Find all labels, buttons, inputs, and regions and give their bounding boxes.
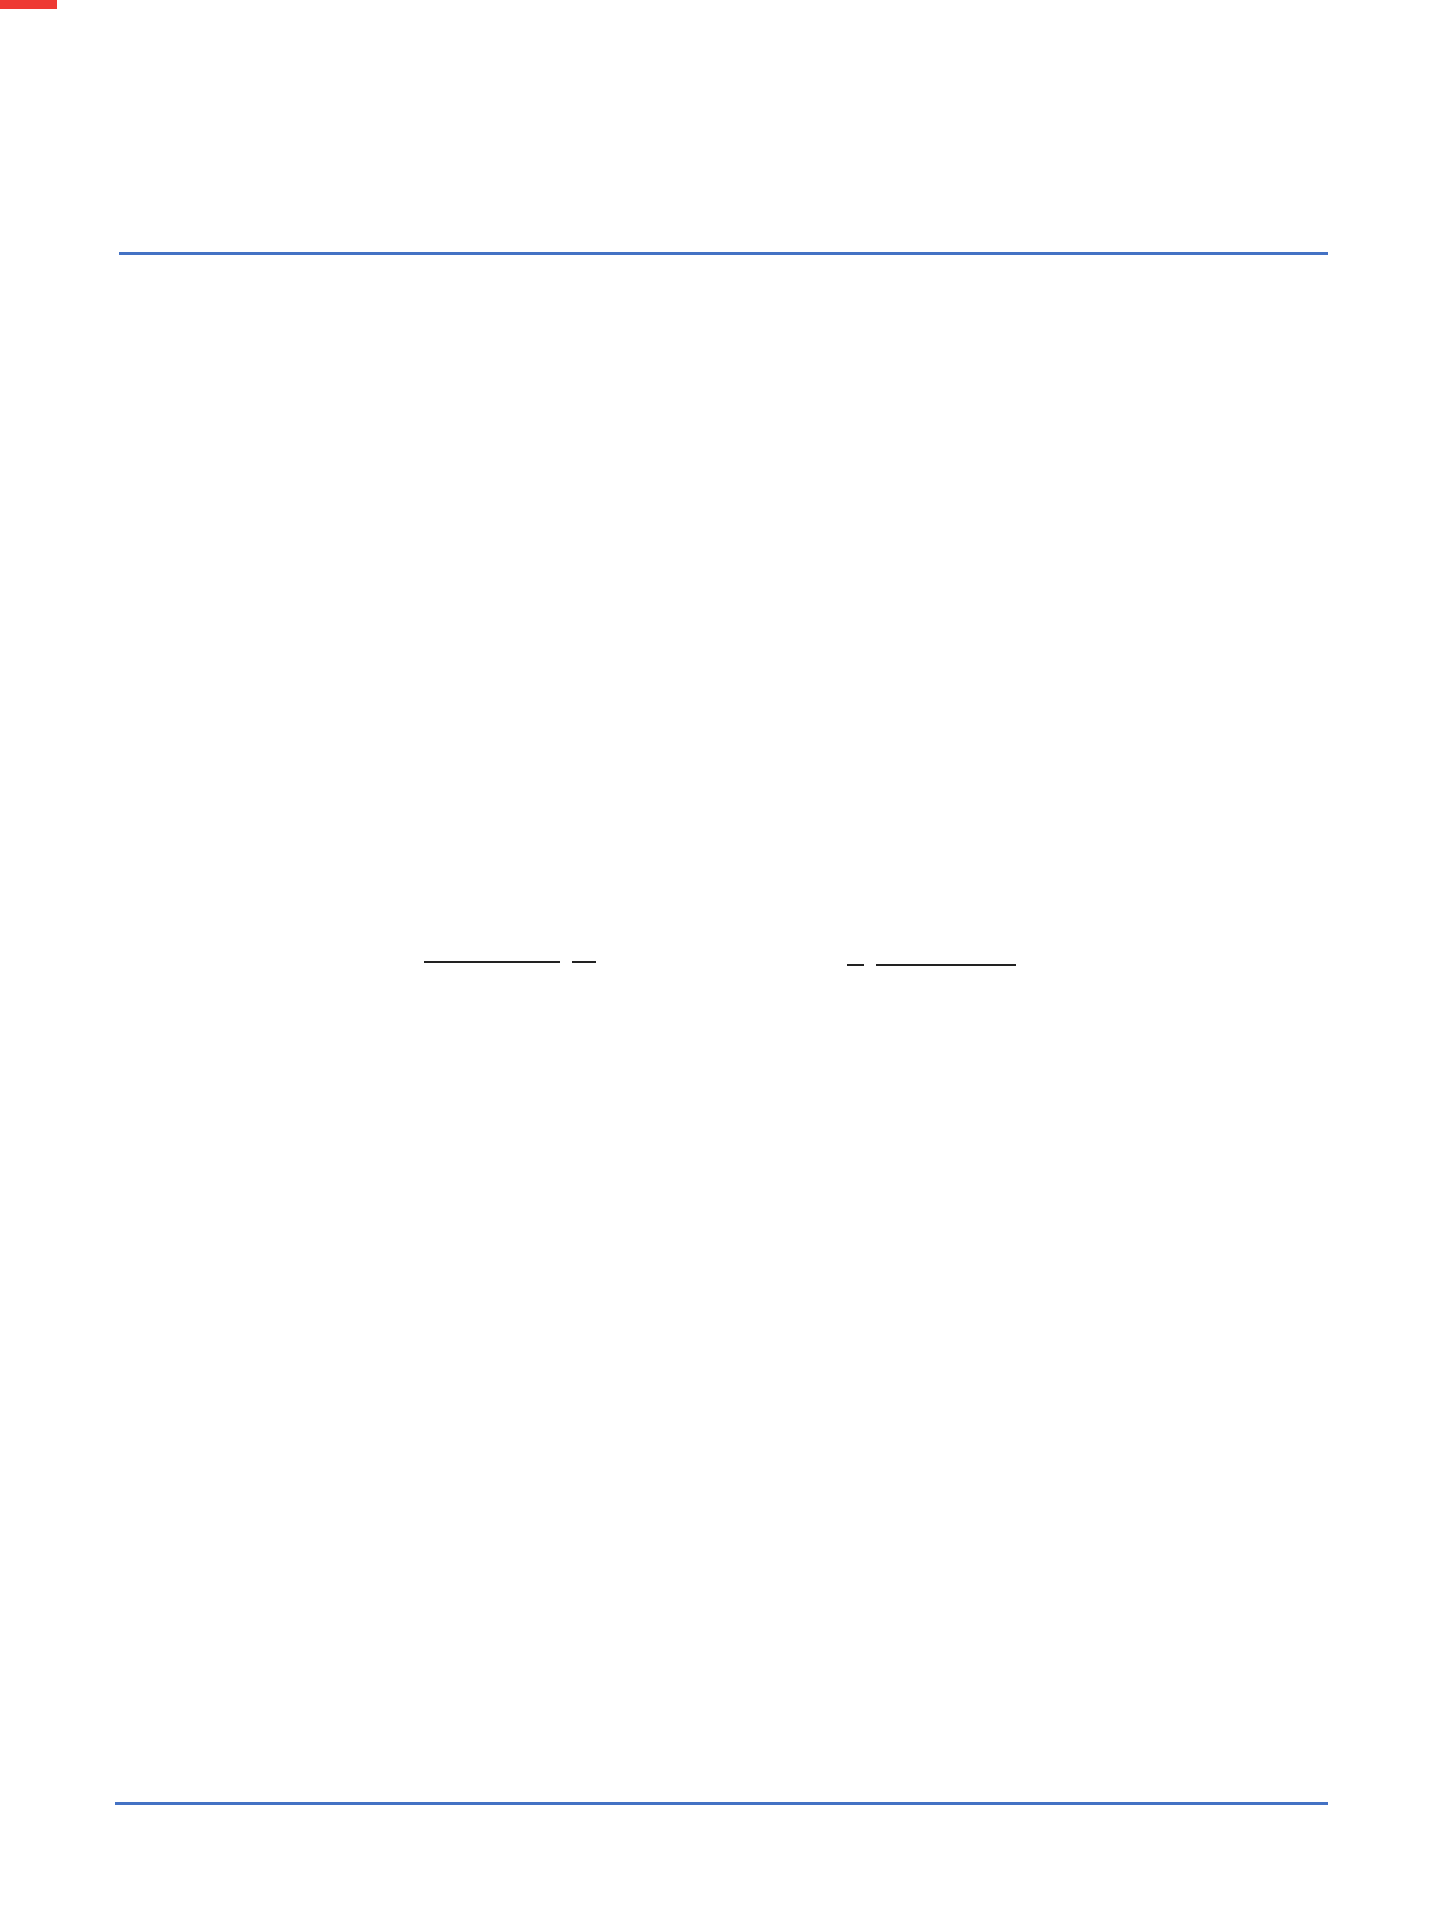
scan-edge-artifact xyxy=(0,0,57,9)
callout-line xyxy=(572,961,596,963)
chart-4-channel-callout xyxy=(847,956,1016,974)
power-ratings xyxy=(1060,100,1310,116)
callout-line xyxy=(876,964,1016,966)
callout-line xyxy=(847,964,864,966)
chart-6-oscilloscope xyxy=(840,1382,1215,1702)
chart-5-oscilloscope xyxy=(226,1382,583,1702)
header-divider xyxy=(119,252,1328,255)
chart-3-oscilloscope xyxy=(229,920,596,1241)
chart-1-oscilloscope xyxy=(229,457,596,775)
callout-line xyxy=(424,961,561,963)
chart-4-oscilloscope xyxy=(845,920,1220,1241)
chart-5-primary-dc-label xyxy=(253,1570,271,1572)
footer-divider xyxy=(115,1802,1328,1805)
chart-2-oscilloscope xyxy=(845,457,1220,775)
chart-3-channel-callout xyxy=(424,953,597,971)
